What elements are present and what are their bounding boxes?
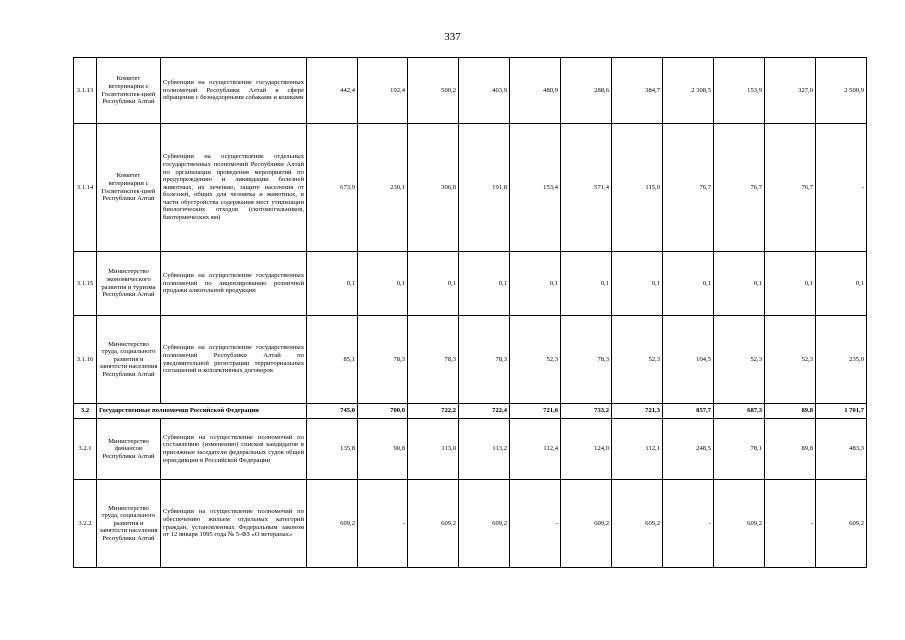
- value-cell: 721,3: [612, 404, 663, 419]
- organization-cell: Комитет ветеринарии с Госветинспек-цией Республики Алтай: [97, 58, 161, 124]
- value-cell: 327,0: [765, 58, 816, 124]
- value-cell: 700,0: [358, 404, 408, 419]
- section-title: Государственные полномочия Российской Федерации: [97, 404, 307, 419]
- value-cell: 191,8: [459, 124, 510, 252]
- value-cell: 306,8: [408, 124, 459, 252]
- description-cell: Субвенции на осуществление полномочий по составлению (изменению) списков кандидатов в присяжные заседатели федеральных судов общей юрисдикции в Российской Федерации: [161, 419, 307, 480]
- value-cell: 113,2: [459, 419, 510, 480]
- value-cell: 687,3: [714, 404, 765, 419]
- value-cell: 609,2: [459, 480, 510, 568]
- value-cell: 0,1: [307, 252, 358, 316]
- value-cell: 0,1: [459, 252, 510, 316]
- value-cell: 153,4: [510, 124, 561, 252]
- value-cell: 135,8: [307, 419, 358, 480]
- value-cell: 0,1: [714, 252, 765, 316]
- description-cell: Субвенции на осуществление отдельных государственных полномочий Республики Алтай по организации проведения мероприятий по предупреждению и ликвидации болезней животных, их лечению, защите населения от болезней, общих для человека и животных, в части обустройства содержания мест утилизации биологических отходов (скотомогильников, биотермических ям): [161, 124, 307, 252]
- row-code: 3.2.2: [74, 480, 97, 568]
- value-cell: 609,2: [714, 480, 765, 568]
- value-cell: 721,6: [510, 404, 561, 419]
- value-cell: 115,0: [612, 124, 663, 252]
- value-cell: 609,2: [307, 480, 358, 568]
- table-row: [74, 58, 867, 124]
- value-cell: 442,4: [307, 58, 358, 124]
- value-cell: 722,2: [408, 404, 459, 419]
- value-cell: 78,3: [459, 316, 510, 404]
- value-cell: 0,1: [510, 252, 561, 316]
- value-cell: -: [816, 124, 867, 252]
- table-row: [74, 419, 867, 480]
- value-cell: 52,3: [714, 316, 765, 404]
- value-cell: 857,7: [663, 404, 714, 419]
- value-cell: 78,3: [408, 316, 459, 404]
- value-cell: 0,1: [408, 252, 459, 316]
- value-cell: 235,0: [816, 316, 867, 404]
- value-cell: 52,3: [765, 316, 816, 404]
- value-cell: 112,1: [612, 419, 663, 480]
- value-cell: 78,1: [714, 419, 765, 480]
- value-cell: -: [358, 480, 408, 568]
- value-cell: 609,2: [816, 480, 867, 568]
- value-cell: 403,9: [459, 58, 510, 124]
- value-cell: 78,3: [561, 316, 612, 404]
- value-cell: 722,4: [459, 404, 510, 419]
- value-cell: 76,7: [714, 124, 765, 252]
- description-cell: Субвенции на осуществление государственных полномочий по лицензированию розничной продажи алкогольной продукции: [161, 252, 307, 316]
- value-cell: 0,1: [765, 252, 816, 316]
- value-cell: 248,5: [663, 419, 714, 480]
- value-cell: 76,7: [765, 124, 816, 252]
- value-cell: 104,5: [663, 316, 714, 404]
- value-cell: 288,6: [561, 58, 612, 124]
- value-cell: 52,3: [510, 316, 561, 404]
- section-total-row: [74, 404, 867, 419]
- value-cell: 85,1: [307, 316, 358, 404]
- value-cell: 673,9: [307, 124, 358, 252]
- page-number: 337: [444, 31, 461, 43]
- value-cell: 2 308,5: [663, 58, 714, 124]
- organization-cell: Министерство экономического развития и туризма Республики Алтай: [97, 252, 161, 316]
- value-cell: 0,1: [816, 252, 867, 316]
- value-cell: 113,0: [408, 419, 459, 480]
- description-cell: Субвенции на осуществление государственных полномочий Республики Алтай по уведомительной регистрации территориальных соглашений и коллективных договоров: [161, 316, 307, 404]
- value-cell: 384,7: [612, 58, 663, 124]
- value-cell: 230,1: [358, 124, 408, 252]
- row-code: 3.1.14: [74, 124, 97, 252]
- value-cell: 483,3: [816, 419, 867, 480]
- value-cell: 89,8: [765, 419, 816, 480]
- organization-cell: Министерство труда, социального развития и занятости населения Республики Алтай: [97, 316, 161, 404]
- value-cell: 609,2: [612, 480, 663, 568]
- table-row: [74, 252, 867, 316]
- organization-cell: Министерство труда, социального развития и занятости населения Республики Алтай: [97, 480, 161, 568]
- value-cell: 89,8: [765, 404, 816, 419]
- table-row: [74, 316, 867, 404]
- value-cell: 480,9: [510, 58, 561, 124]
- budget-table: [73, 57, 867, 568]
- value-cell: 112,4: [510, 419, 561, 480]
- value-cell: -: [510, 480, 561, 568]
- value-cell: 0,1: [612, 252, 663, 316]
- value-cell: 0,1: [358, 252, 408, 316]
- row-code: 3.2: [74, 404, 97, 419]
- value-cell: 1 701,7: [816, 404, 867, 419]
- value-cell: 571,4: [561, 124, 612, 252]
- table-row: [74, 124, 867, 252]
- description-cell: Субвенции на осуществление государственных полномочий Республики Алтай в сфере обращения с безнадзорными собаками и кошками: [161, 58, 307, 124]
- value-cell: -: [765, 480, 816, 568]
- value-cell: 52,3: [612, 316, 663, 404]
- row-code: 3.1.16: [74, 316, 97, 404]
- value-cell: 124,0: [561, 419, 612, 480]
- value-cell: 500,2: [408, 58, 459, 124]
- description-cell: Субвенции на осуществление полномочий по обеспечению жильем отдельных категорий граждан, установленных Федеральным законом от 12 января 1995 года № 5-ФЗ «О ветеранах»: [161, 480, 307, 568]
- value-cell: 2 500,9: [816, 58, 867, 124]
- organization-cell: Комитет ветеринарии с Госветинспек-цией Республики Алтай: [97, 124, 161, 252]
- value-cell: 609,2: [561, 480, 612, 568]
- value-cell: 90,8: [358, 419, 408, 480]
- row-code: 3.1.15: [74, 252, 97, 316]
- organization-cell: Министерство финансов Республики Алтай: [97, 419, 161, 480]
- value-cell: 76,7: [663, 124, 714, 252]
- value-cell: 153,9: [714, 58, 765, 124]
- value-cell: -: [663, 480, 714, 568]
- table-row: [74, 480, 867, 568]
- value-cell: 0,1: [663, 252, 714, 316]
- value-cell: 0,1: [561, 252, 612, 316]
- row-code: 3.2.1: [74, 419, 97, 480]
- row-code: 3.1.13: [74, 58, 97, 124]
- value-cell: 609,2: [408, 480, 459, 568]
- value-cell: 192,4: [358, 58, 408, 124]
- value-cell: 78,3: [358, 316, 408, 404]
- value-cell: 745,0: [307, 404, 358, 419]
- value-cell: 733,2: [561, 404, 612, 419]
